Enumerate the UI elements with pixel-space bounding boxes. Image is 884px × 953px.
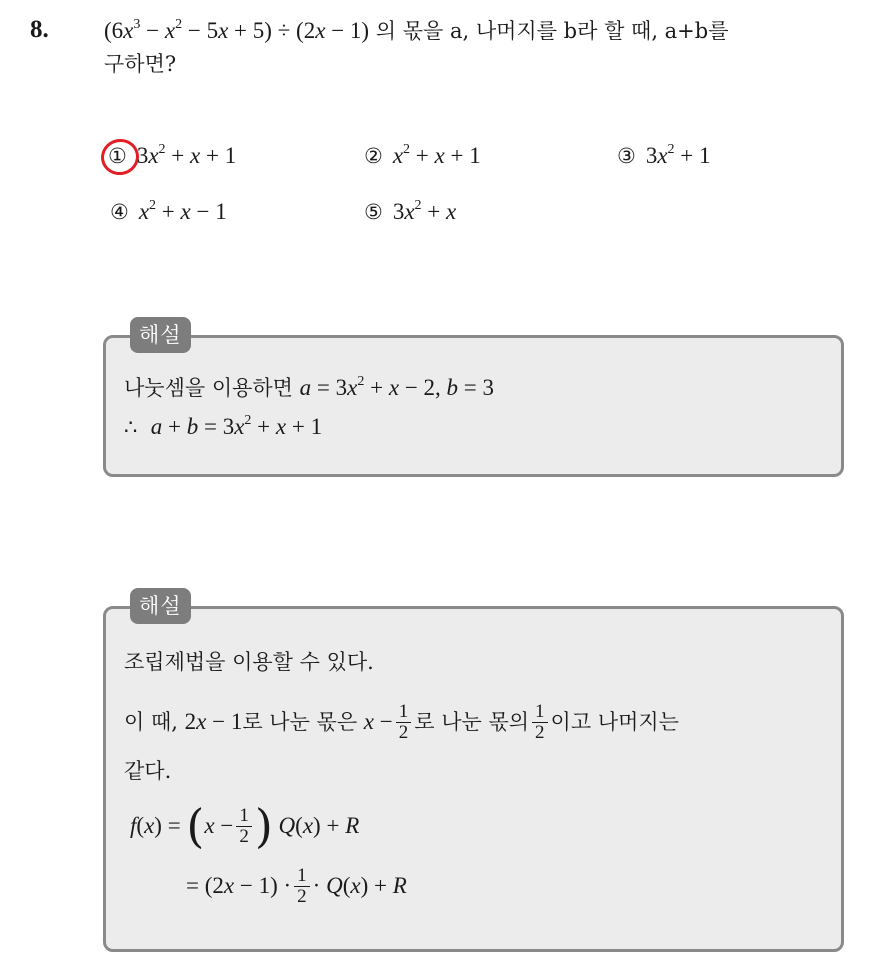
solution2-text-c: 로 나눈 몫의: [414, 710, 530, 734]
question-expression: $(6x^3 - x^2 - 5x + 5) \div (2x - 1)$: [104, 17, 370, 43]
choice-1-expr: $3x^2 + x + 1$: [136, 142, 237, 168]
solution1-result: $a + b = 3x^2 + x + 1$: [150, 413, 323, 439]
question-text: 의 몫을 a, 나머지를 b라 할 때, a+b를: [375, 19, 729, 43]
solution2-text-d: 이고 나머지는: [550, 710, 679, 734]
solution1-line2: [124, 412, 322, 442]
solution1-prefix: 나눗셈을 이용하면: [124, 376, 293, 400]
solution-tag-1: 해설: [130, 317, 191, 353]
solution1-line1: [124, 373, 494, 403]
fraction-half-4: $\frac{1}{2}$: [294, 866, 310, 907]
choice-2[interactable]: [364, 143, 481, 169]
choice-3-marker: ③: [617, 144, 636, 168]
choice-5[interactable]: [364, 199, 456, 225]
fraction-half-2: $\frac{1}{2}$: [532, 702, 548, 743]
solution-box-1: [103, 335, 844, 477]
fraction-half-3: $\frac{1}{2}$: [236, 806, 252, 847]
equation-line1: f(x) = ( x − $\frac{1}{2}$ ) Q(x) + R: [130, 799, 360, 853]
solution2-text-a: 이 때,: [124, 710, 178, 734]
choice-1-marker: ①: [108, 144, 127, 168]
choice-2-expr: $x^2 + x + 1$: [392, 142, 481, 168]
solution2-line3: 같다.: [124, 759, 172, 783]
factor-expr: x −: [363, 709, 393, 734]
divisor-expr: 2x − 1: [184, 709, 243, 734]
choice-5-marker: ⑤: [364, 200, 383, 224]
solution1-values: $a = 3x^2 + x - 2$, b = 3: [299, 374, 495, 400]
choice-5-expr: $3x^2 + x$: [392, 198, 457, 224]
choice-1[interactable]: [108, 143, 236, 169]
choice-4[interactable]: [110, 199, 227, 225]
choice-4-expr: $x^2 + x - 1$: [138, 198, 227, 224]
choice-4-marker: ④: [110, 200, 129, 224]
solution2-line2: [124, 700, 679, 744]
choice-2-marker: ②: [364, 144, 383, 168]
question-text-line1: [104, 16, 729, 46]
solution-tag-2: 해설: [130, 588, 191, 624]
question-number: 8.: [30, 16, 49, 43]
choice-3-expr: $3x^2 + 1$: [645, 142, 711, 168]
solution2-line1: 조립제법을 이용할 수 있다.: [124, 650, 374, 674]
solution2-text-b: 로 나눈 몫은: [242, 710, 358, 734]
therefore-symbol: ∴: [124, 415, 138, 439]
choice-3[interactable]: [617, 143, 711, 169]
question-text-line2: 구하면?: [104, 52, 177, 76]
fraction-half-1: $\frac{1}{2}$: [396, 702, 412, 743]
equation-line2: = (2x − 1) · $\frac{1}{2}$ · Q(x) + R: [186, 864, 407, 907]
